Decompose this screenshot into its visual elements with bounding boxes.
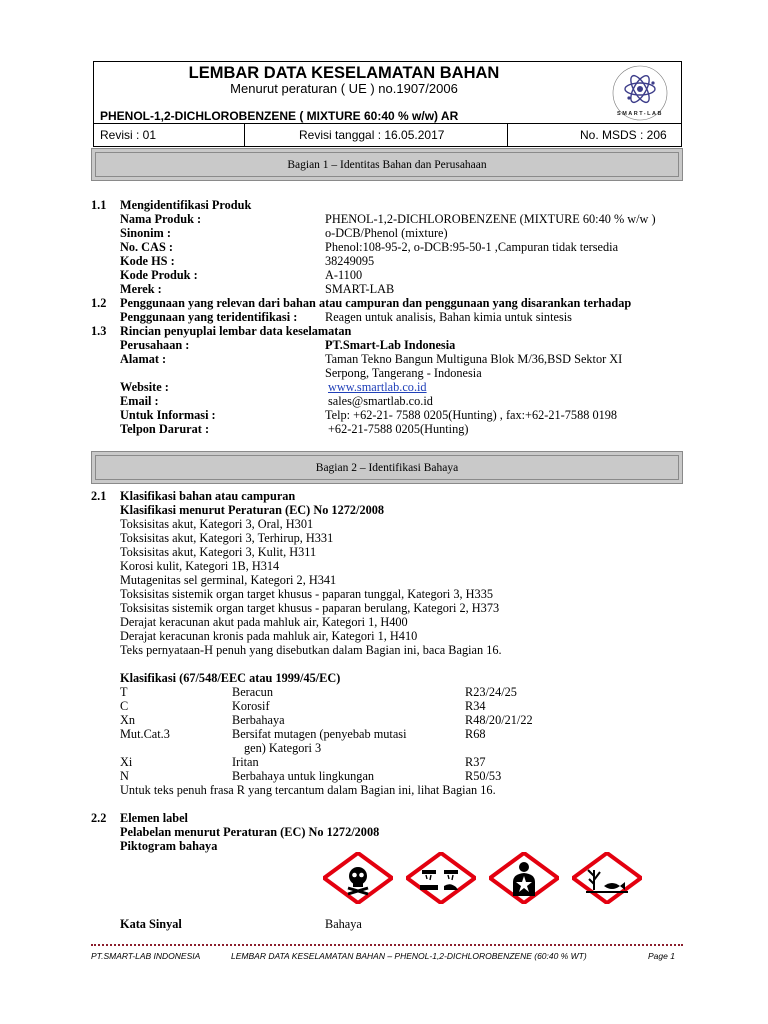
website-link[interactable]: www.smartlab.co.id	[328, 380, 427, 394]
address-line: Taman Tekno Bangun Multiguna Blok M/36,BSD Sektor XI	[325, 352, 623, 366]
section-2-1-title: Klasifikasi bahan atau campuran	[120, 489, 296, 503]
classification-desc: Bersifat mutagen (penyebab mutasi	[232, 727, 407, 741]
section-number: 1.1	[91, 198, 107, 212]
section-1-band	[91, 148, 683, 181]
risk-phrase: R48/20/21/22	[465, 713, 533, 727]
hazard-item: Toksisitas akut, Kategori 3, Oral, H301	[120, 517, 314, 531]
corrosion-icon	[406, 852, 476, 904]
hazard-item: Toksisitas sistemik organ target khusus - paparan tunggal, Kategori 3, H335	[120, 587, 493, 601]
field-label: Untuk Informasi :	[120, 408, 216, 422]
health-hazard-icon	[489, 852, 559, 904]
revision-date: Revisi tanggal : 16.05.2017	[299, 128, 445, 142]
field-value: 38249095	[325, 254, 375, 268]
classification-desc: Korosif	[232, 699, 270, 713]
revision-number: Revisi : 01	[100, 128, 157, 142]
revision-divider	[507, 124, 508, 146]
risk-phrase: R50/53	[465, 769, 502, 783]
field-label: Perusahaan :	[120, 338, 190, 352]
hazard-item: Korosi kulit, Kategori 1B, H314	[120, 559, 280, 573]
revision-bar	[93, 124, 682, 147]
field-value: A-1100	[325, 268, 363, 282]
field-value: Phenol:108-95-2, o-DCB:95-50-1 ,Campuran tidak tersedia	[325, 240, 619, 254]
hazard-item: Toksisitas akut, Kategori 3, Terhirup, H331	[120, 531, 334, 545]
footer-company: PT.SMART-LAB INDONESIA	[91, 951, 201, 961]
footer-document: LEMBAR DATA KESELAMATAN BAHAN – PHENOL-1,2-DICHLOROBENZENE (60:40 % WT)	[231, 951, 587, 961]
risk-phrase: R34	[465, 699, 486, 713]
address-line: Serpong, Tangerang - Indonesia	[325, 366, 482, 380]
smart-lab-logo-icon	[600, 62, 680, 124]
environment-icon	[572, 852, 642, 904]
field-value: o-DCB/Phenol (mixture)	[325, 226, 448, 240]
classification-desc: Berbahaya untuk lingkungan	[232, 769, 375, 783]
risk-phrase: R68	[465, 727, 486, 741]
section-number: 1.2	[91, 296, 107, 310]
hazard-item: Teks pernyataan-H penuh yang disebutkan dalam Bagian ini, baca Bagian 16.	[120, 643, 502, 657]
hazard-item: Toksisitas sistemik organ target khusus - paparan berulang, Kategori 2, H373	[120, 601, 500, 615]
field-label: Kode HS :	[120, 254, 175, 268]
section-1-1-title: Mengidentifikasi Produk	[120, 198, 252, 212]
document-header	[93, 61, 682, 124]
field-label: Penggunaan yang teridentifikasi :	[120, 310, 298, 324]
risk-phrase: R23/24/25	[465, 685, 517, 699]
classification-code: C	[120, 699, 129, 713]
section-2-band	[91, 451, 683, 484]
section-1-3-title: Rincian penyuplai lembar data keselamatan	[120, 324, 352, 338]
field-value: PHENOL-1,2-DICHLOROBENZENE (MIXTURE 60:40 % w/w )	[325, 212, 656, 226]
document-title: LEMBAR DATA KESELAMATAN BAHAN	[188, 64, 500, 82]
field-label: Email :	[120, 394, 159, 408]
field-value: SMART-LAB	[325, 282, 395, 296]
signal-word-label: Kata Sinyal	[120, 917, 182, 931]
field-label: Nama Produk :	[120, 212, 202, 226]
hazard-item: Derajat keracunan akut pada mahluk air, Kategori 1, H400	[120, 615, 408, 629]
section-1-title: Bagian 1 – Identitas Bahan dan Perusahaan	[287, 159, 487, 171]
section-2-title: Bagian 2 – Identifikasi Bahaya	[315, 462, 459, 474]
phone-info: Telp: +62-21- 7588 0205(Hunting) , fax:+62-21-7588 0198	[325, 408, 618, 422]
skull-crossbones-icon	[323, 852, 393, 904]
field-label: No. CAS :	[120, 240, 173, 254]
classification-code: N	[120, 769, 129, 783]
ghs-classification-title: Klasifikasi menurut Peraturan (EC) No 1272/2008	[120, 503, 385, 517]
field-label: Alamat :	[120, 352, 167, 366]
classification-desc-cont: gen) Kategori 3	[244, 741, 322, 755]
field-label: Telpon Darurat :	[120, 422, 210, 436]
classification-code: Mut.Cat.3	[120, 727, 170, 741]
page-number: Page 1	[648, 951, 675, 961]
revision-divider	[244, 124, 245, 146]
risk-phrase: R37	[465, 755, 486, 769]
field-value: Reagen untuk analisis, Bahan kimia untuk sintesis	[325, 310, 572, 324]
section-2-2-title: Elemen label	[120, 811, 188, 825]
hazard-item: Derajat keracunan kronis pada mahluk air, Kategori 1, H410	[120, 629, 418, 643]
field-label: Website :	[120, 380, 169, 394]
field-label: Kode Produk :	[120, 268, 198, 282]
section-number: 2.2	[91, 811, 107, 825]
classification-desc: Iritan	[232, 755, 259, 769]
labelling-title: Pelabelan menurut Peraturan (EC) No 1272/2008	[120, 825, 380, 839]
hazard-item: Mutagenitas sel germinal, Kategori 2, H341	[120, 573, 337, 587]
classification-code: Xn	[120, 713, 136, 727]
email-value: sales@smartlab.co.id	[328, 394, 433, 408]
r-phrase-note: Untuk teks penuh frasa R yang tercantum dalam Bagian ini, lihat Bagian 16.	[120, 783, 496, 797]
section-number: 2.1	[91, 489, 107, 503]
hazard-item: Toksisitas akut, Kategori 3, Kulit, H311	[120, 545, 317, 559]
section-number: 1.3	[91, 324, 107, 338]
classification-desc: Berbahaya	[232, 713, 285, 727]
footer-rule	[91, 944, 683, 946]
classification-desc: Beracun	[232, 685, 273, 699]
classification-code: T	[120, 685, 128, 699]
emergency-phone: +62-21-7588 0205(Hunting)	[328, 422, 469, 436]
section-1-2-title: Penggunaan yang relevan dari bahan atau campuran dan penggunaan yang disarankan terhadap	[120, 296, 632, 310]
regulation-subtitle: Menurut peraturan ( UE ) no.1907/2006	[230, 81, 458, 96]
pictogram-label: Piktogram bahaya	[120, 839, 218, 853]
signal-word-value: Bahaya	[325, 917, 362, 931]
classification-code: Xi	[120, 755, 133, 769]
company-name: PT.Smart-Lab Indonesia	[325, 338, 456, 352]
product-name-header: PHENOL-1,2-DICHLOROBENZENE ( MIXTURE 60:40 % w/w) AR	[100, 109, 459, 123]
eec-classification-title: Klasifikasi (67/548/EEC atau 1999/45/EC)	[120, 671, 341, 685]
svg-text:SMART-LAB: SMART-LAB	[617, 111, 663, 117]
field-label: Merek :	[120, 282, 162, 296]
msds-number: No. MSDS : 206	[580, 128, 667, 142]
field-label: Sinonim :	[120, 226, 171, 240]
